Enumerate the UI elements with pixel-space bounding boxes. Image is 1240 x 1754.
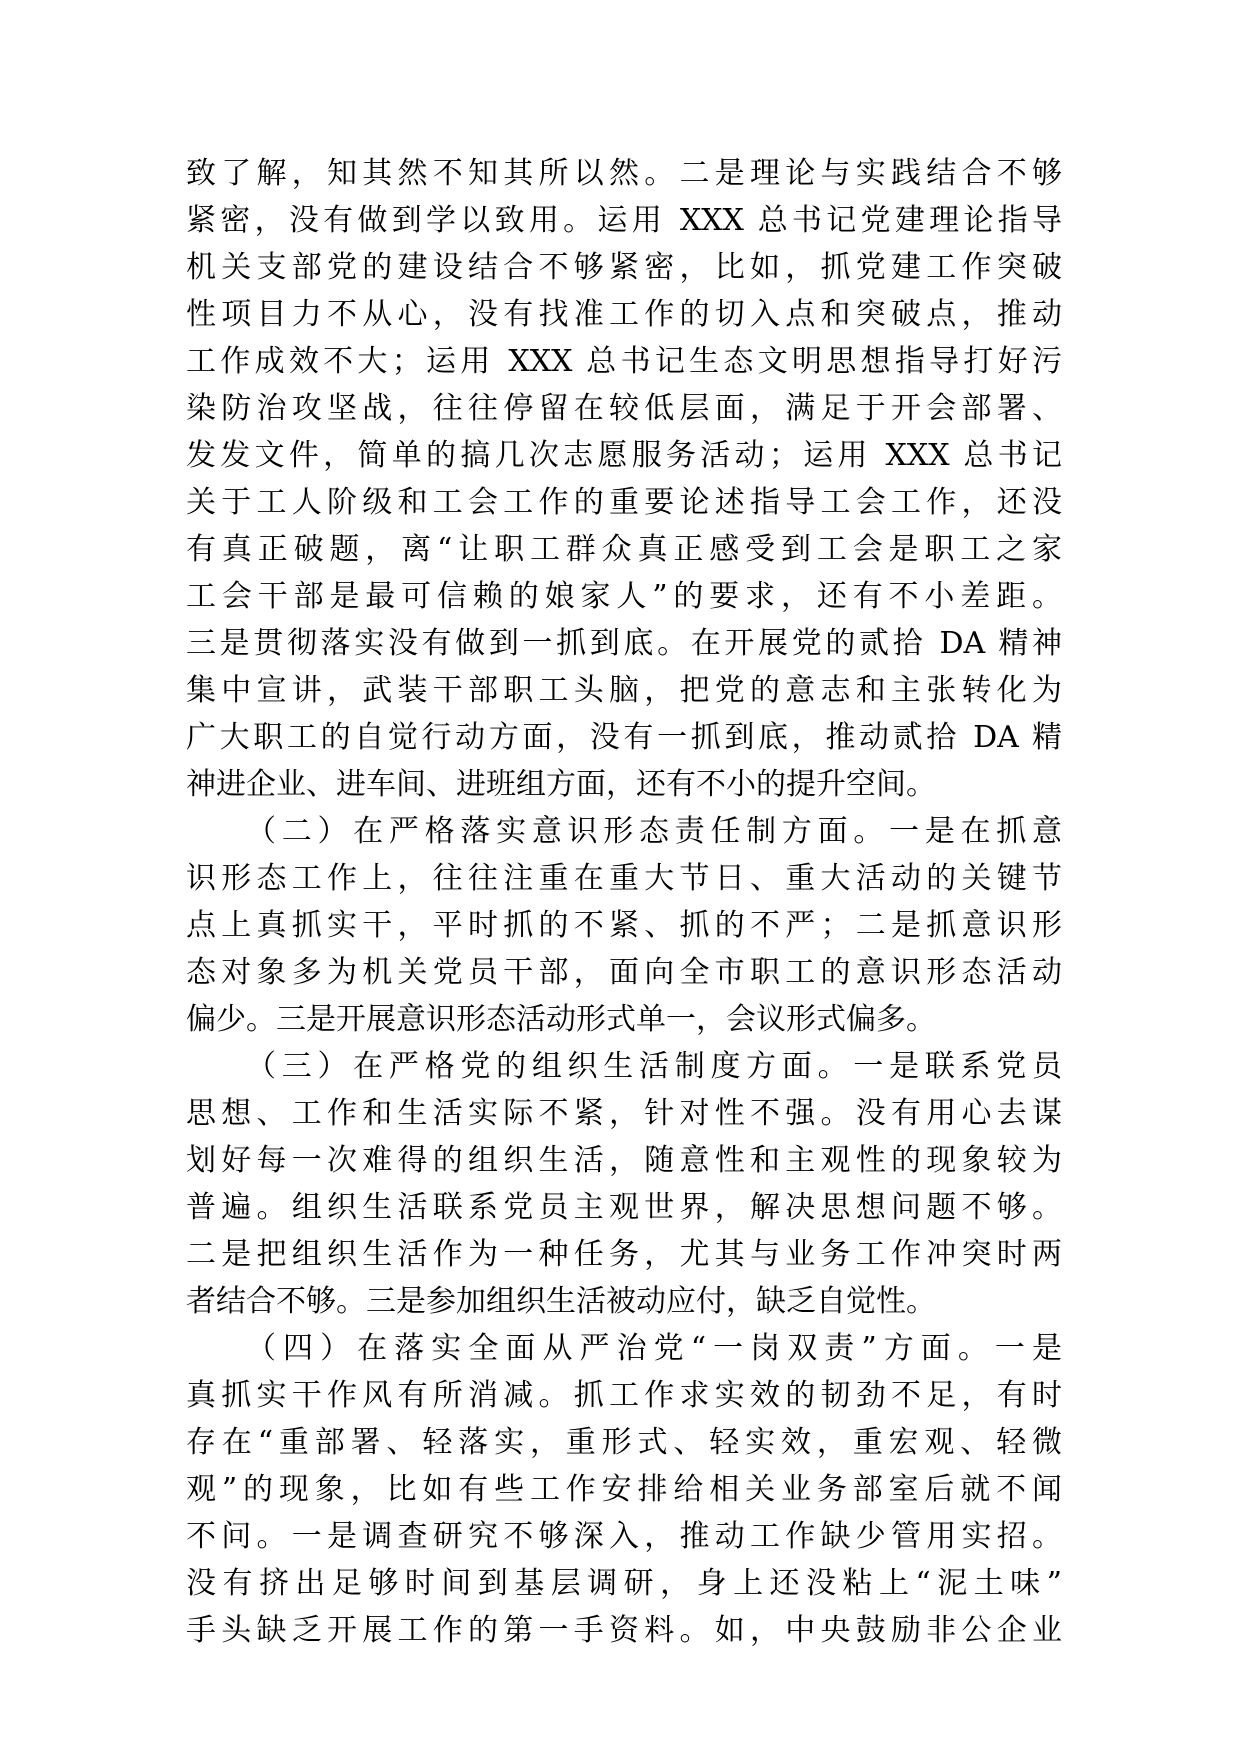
text-line: 发发文件，简单的搞几次志愿服务活动；运用 XXX 总书记 bbox=[186, 438, 1062, 473]
text-line: 不问。一是调查研究不够深入，推动工作缺少管用实招。 bbox=[186, 1519, 1062, 1554]
text-line: 工会干部是最可信赖的娘家人”的要求，还有不小差距。 bbox=[186, 579, 1062, 614]
section-heading-line: （三）在严格党的组织生活制度方面。一是联系党员 bbox=[246, 1049, 1062, 1084]
text-line: 真抓实干作风有所消减。抓工作求实效的韧劲不足，有时 bbox=[186, 1378, 1062, 1413]
text-line: 工作成效不大；运用 XXX 总书记生态文明思想指导打好污 bbox=[186, 344, 1062, 379]
section-heading-line: （二）在严格落实意识形态责任制方面。一是在抓意 bbox=[246, 814, 1062, 849]
text-line: 普遍。组织生活联系党员主观世界，解决思想问题不够。 bbox=[186, 1190, 1062, 1225]
text-line: 偏少。三是开展意识形态活动形式单一，会议形式偏多。 bbox=[186, 1002, 936, 1037]
text-line: 者结合不够。三是参加组织生活被动应付，缺乏自觉性。 bbox=[186, 1284, 936, 1319]
text-line: 有真正破题，离“让职工群众真正感受到工会是职工之家 bbox=[186, 532, 1062, 567]
text-line: 三是贯彻落实没有做到一抓到底。在开展党的贰拾 DA 精神 bbox=[186, 626, 1062, 661]
text-line: 观”的现象，比如有些工作安排给相关业务部室后就不闻 bbox=[186, 1472, 1062, 1507]
text-line: 没有挤出足够时间到基层调研，身上还没粘上“泥土味” bbox=[186, 1566, 1062, 1601]
text-line: 思想、工作和生活实际不紧，针对性不强。没有用心去谋 bbox=[186, 1096, 1062, 1131]
text-line: 紧密，没有做到学以致用。运用 XXX 总书记党建理论指导 bbox=[186, 203, 1062, 238]
text-line: 集中宣讲，武装干部职工头脑，把党的意志和主张转化为 bbox=[186, 673, 1062, 708]
text-line: 划好每一次难得的组织生活，随意性和主观性的现象较为 bbox=[186, 1143, 1062, 1178]
section-heading-line: （四）在落实全面从严治党“一岗双责”方面。一是 bbox=[246, 1331, 1062, 1366]
text-line: 手头缺乏开展工作的第一手资料。如，中央鼓励非公企业 bbox=[186, 1613, 1062, 1648]
text-line: 广大职工的自觉行动方面，没有一抓到底，推动贰拾 DA 精 bbox=[186, 720, 1062, 755]
text-line: 染防治攻坚战，往往停留在较低层面，满足于开会部署、 bbox=[186, 391, 1062, 426]
text-line: 态对象多为机关党员干部，面向全市职工的意识形态活动 bbox=[186, 955, 1062, 990]
body-text bbox=[186, 150, 1062, 1654]
text-line: 关于工人阶级和工会工作的重要论述指导工会工作，还没 bbox=[186, 485, 1062, 520]
text-line: 性项目力不从心，没有找准工作的切入点和突破点，推动 bbox=[186, 297, 1062, 332]
text-line: 存在“重部署、轻落实，重形式、轻实效，重宏观、轻微 bbox=[186, 1425, 1062, 1460]
text-line: 致了解，知其然不知其所以然。二是理论与实践结合不够 bbox=[186, 156, 1062, 191]
text-line: 神进企业、进车间、进班组方面，还有不小的提升空间。 bbox=[186, 767, 936, 802]
text-line: 识形态工作上，往往注重在重大节日、重大活动的关键节 bbox=[186, 861, 1062, 896]
text-line: 机关支部党的建设结合不够紧密，比如，抓党建工作突破 bbox=[186, 250, 1062, 285]
text-line: 点上真抓实干，平时抓的不紧、抓的不严；二是抓意识形 bbox=[186, 908, 1062, 943]
text-line: 二是把组织生活作为一种任务，尤其与业务工作冲突时两 bbox=[186, 1237, 1062, 1272]
